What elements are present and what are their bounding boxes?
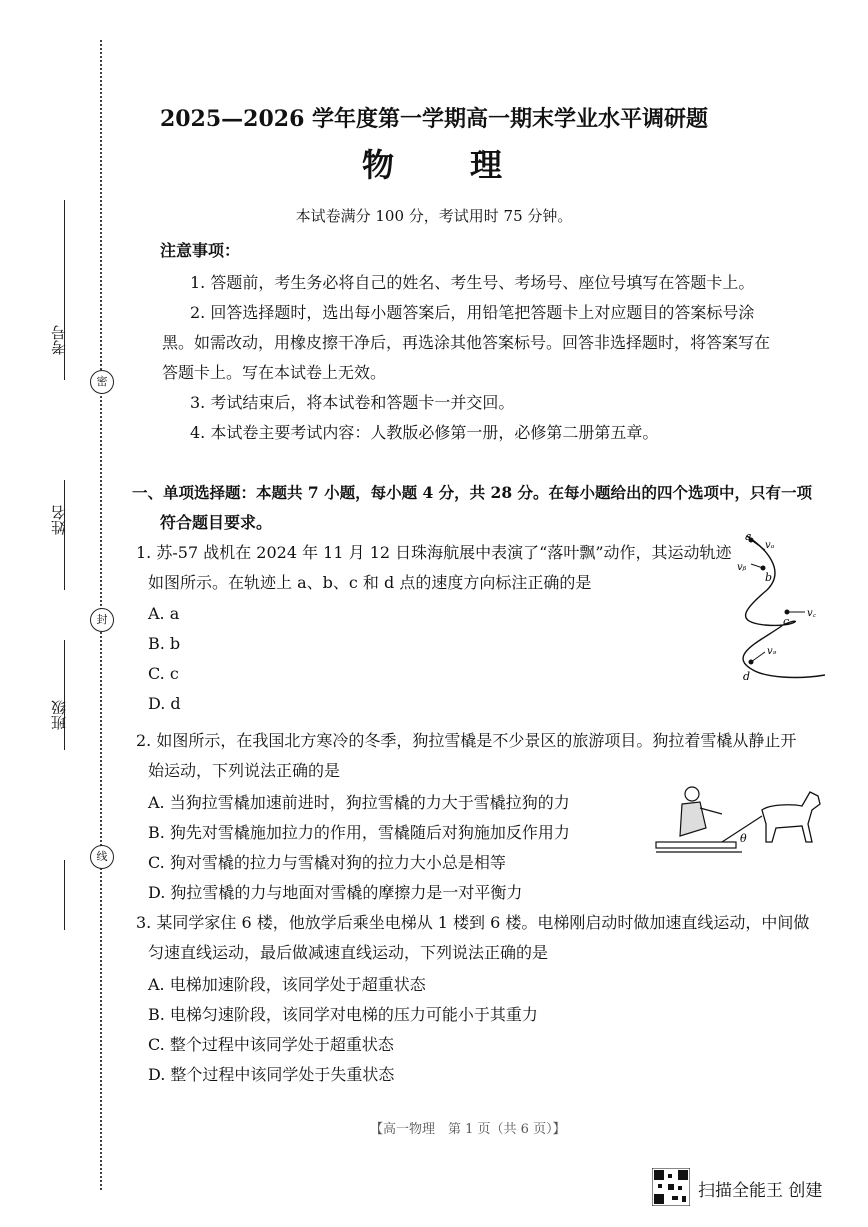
notice-line-4: 答题卡上。写在本试卷上无效。 (162, 363, 387, 382)
angle-theta-label: θ (740, 832, 747, 845)
section-heading-cont: 符合题目要求。 (160, 513, 273, 532)
q1-option-a: A. a (148, 604, 180, 623)
velocity-a-label: vₐ (765, 540, 775, 551)
q3-stem-cont: 匀速直线运动，最后做减速直线运动，下列说法正确的是 (148, 943, 549, 962)
q1-stem-cont: 如图所示。在轨迹上 a、b、c 和 d 点的速度方向标注正确的是 (148, 573, 592, 592)
scanner-watermark: 扫描全能王 创建 (698, 1181, 823, 1201)
exam-info: 本试卷满分 100 分，考试用时 75 分钟。 (295, 207, 573, 225)
seal-mark-xian: 线 (90, 845, 114, 869)
q3-stem: 3. 某同学家住 6 楼，他放学后乘坐电梯从 1 楼到 6 楼。电梯刚启动时做加速直线运动，中间做 (136, 913, 810, 932)
velocity-b-label: vᵦ (737, 562, 747, 573)
q3-option-c: C. 整个过程中该同学处于超重状态 (148, 1035, 394, 1054)
q1-option-d: D. d (148, 694, 181, 713)
seal-mark-feng: 封 (90, 608, 114, 632)
page-tag: 【高一物理 第 1 页（共 6 页）】 (370, 1122, 566, 1137)
notice-heading: 注意事项： (160, 241, 241, 260)
notice-line-3: 黑。如需改动，用橡皮擦干净后，再选涂其他答案标号。回答非选择题时，将答案写在 (162, 333, 771, 352)
q1-option-c: C. c (148, 664, 179, 683)
notice-line-1: 1. 答题前，考生务必将自己的姓名、考生号、考场号、座位号填写在答题卡上。 (190, 273, 755, 292)
subject-title: 物 理 (361, 146, 506, 184)
q2-option-d: D. 狗拉雪橇的力与地面对雪橇的摩擦力是一对平衡力 (148, 883, 523, 902)
section-heading: 一、单项选择题：本题共 7 小题，每小题 4 分，共 28 分。在每小题给出的四个选项中，只有一项 (132, 483, 813, 502)
q2-stem-cont: 始运动，下列说法正确的是 (148, 761, 341, 780)
notice-line-5: 3. 考试结束后，将本试卷和答题卡一并交回。 (190, 393, 515, 412)
name-label: 姓名 (50, 505, 68, 535)
point-b-label: b (765, 571, 773, 584)
name-underline (64, 480, 65, 590)
seal-mark-mi: 密 (90, 370, 114, 394)
q2-option-c: C. 狗对雪橇的拉力与雪橇对狗的拉力大小总是相等 (148, 853, 506, 872)
q2-stem: 2. 如图所示，在我国北方寒冷的冬季，狗拉雪橇是不少景区的旅游项目。狗拉着雪橇从静止开 (136, 731, 797, 750)
qr-code-icon (652, 1168, 690, 1206)
student-id-label: 考号 (50, 325, 68, 355)
velocity-c-label: v꜀ (807, 608, 817, 619)
notice-line-2: 2. 回答选择题时，选出每小题答案后，用铅笔把答题卡上对应题目的答案标号涂 (190, 303, 755, 322)
notice-line-6: 4. 本试卷主要考试内容：人教版必修第一册，必修第二册第五章。 (190, 423, 659, 442)
q1-stem: 1. 苏-57 战机在 2024 年 11 月 12 日珠海航展中表演了“落叶飘”动作，其运动轨迹 (136, 543, 732, 562)
exam-title: 2025—2026 学年度第一学期高一期末学业水平调研题 (159, 106, 709, 132)
trajectory-figure (725, 530, 830, 690)
point-c-label: c (783, 615, 790, 628)
class-underline (64, 640, 65, 750)
velocity-d-label: vₔ (767, 646, 777, 657)
q3-option-b: B. 电梯匀速阶段，该同学对电梯的压力可能小于其重力 (148, 1005, 538, 1024)
q2-option-b: B. 狗先对雪橇施加拉力的作用，雪橇随后对狗施加反作用力 (148, 823, 570, 842)
q3-option-a: A. 电梯加速阶段，该同学处于超重状态 (148, 975, 426, 994)
q1-option-b: B. b (148, 634, 181, 653)
q3-option-d: D. 整个过程中该同学处于失重状态 (148, 1065, 395, 1084)
point-d-label: d (743, 670, 751, 683)
point-a-label: a (745, 530, 752, 543)
q2-option-a: A. 当狗拉雪橇加速前进时，狗拉雪橇的力大于雪橇拉狗的力 (148, 793, 570, 812)
margin-underline (64, 860, 65, 930)
class-label: 班级 (50, 700, 68, 730)
dog-sled-figure (652, 780, 827, 860)
